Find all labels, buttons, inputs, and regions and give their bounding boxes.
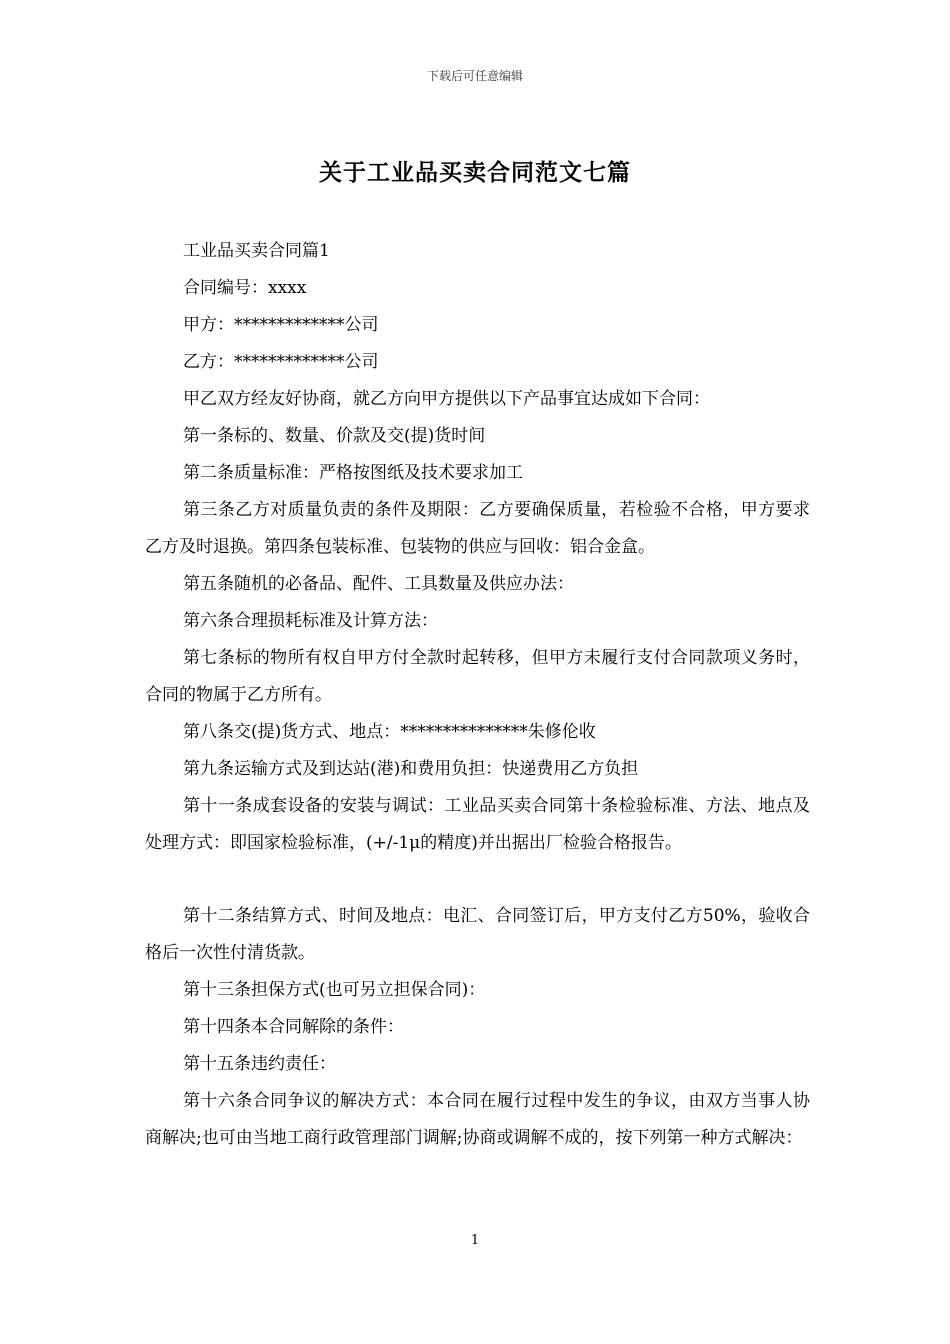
paragraph-article-2: 第二条质量标准：严格按图纸及技术要求加工 <box>183 463 523 483</box>
paragraph-article-5: 第五条随机的必备品、配件、工具数量及供应办法： <box>183 574 574 594</box>
paragraph-article-1: 第一条标的、数量、价款及交(提)货时间 <box>183 426 486 446</box>
document-title: 关于工业品买卖合同范文七篇 <box>319 159 631 186</box>
paragraph-article-13: 第十三条担保方式(也可另立担保合同)： <box>183 980 486 1000</box>
paragraph-article-9: 第九条运输方式及到达站(港)和费用负担：快递费用乙方负担 <box>183 759 639 779</box>
paragraph-article-7: 第七条标的物所有权自甲方付全款时起转移，但甲方未履行支付合同款项义务时，合同的物属于乙方所有。 <box>145 648 810 705</box>
paragraph-party-a: 甲方：*************公司 <box>183 315 379 335</box>
paragraph-party-b: 乙方：*************公司 <box>183 352 379 372</box>
paragraph-article-12: 第十二条结算方式、时间及地点：电汇、合同签订后，甲方支付乙方50%，验收合格后一次性付清货款。 <box>145 906 810 963</box>
paragraph-article-8: 第八条交(提)货方式、地点：***************朱修伦收 <box>183 722 596 742</box>
paragraph-section-heading: 工业品买卖合同篇1 <box>183 241 330 261</box>
paragraph-preamble: 甲乙双方经友好协商，就乙方向甲方提供以下产品事宜达成如下合同： <box>183 389 710 409</box>
paragraph-article-10-11: 第十一条成套设备的安装与调试：工业品买卖合同第十条检验标准、方法、地点及处理方式：即国家检验标准，(+/-1μ的精度)并出据出厂检验合格报告。 <box>145 796 810 853</box>
paragraph-contract-number: 合同编号：xxxx <box>183 278 307 298</box>
paragraph-article-16: 第十六条合同争议的解决方式：本合同在履行过程中发生的争议，由双方当事人协商解决;也可由当地工商行政管理部门调解;协商或调解不成的，按下列第一种方式解决： <box>145 1091 810 1148</box>
paragraph-article-6: 第六条合理损耗标准及计算方法： <box>183 611 438 631</box>
page-header-note: 下载后可任意编辑 <box>426 69 523 83</box>
paragraph-article-15: 第十五条违约责任： <box>183 1054 336 1074</box>
page-number: 1 <box>470 1233 480 1248</box>
document-body <box>145 233 810 1157</box>
paragraph-article-3-4: 第三条乙方对质量负责的条件及期限：乙方要确保质量，若检验不合格，甲方要求乙方及时退换。第四条包装标准、包装物的供应与回收：铝合金盒。 <box>145 500 810 557</box>
paragraph-article-14: 第十四条本合同解除的条件： <box>183 1017 404 1037</box>
